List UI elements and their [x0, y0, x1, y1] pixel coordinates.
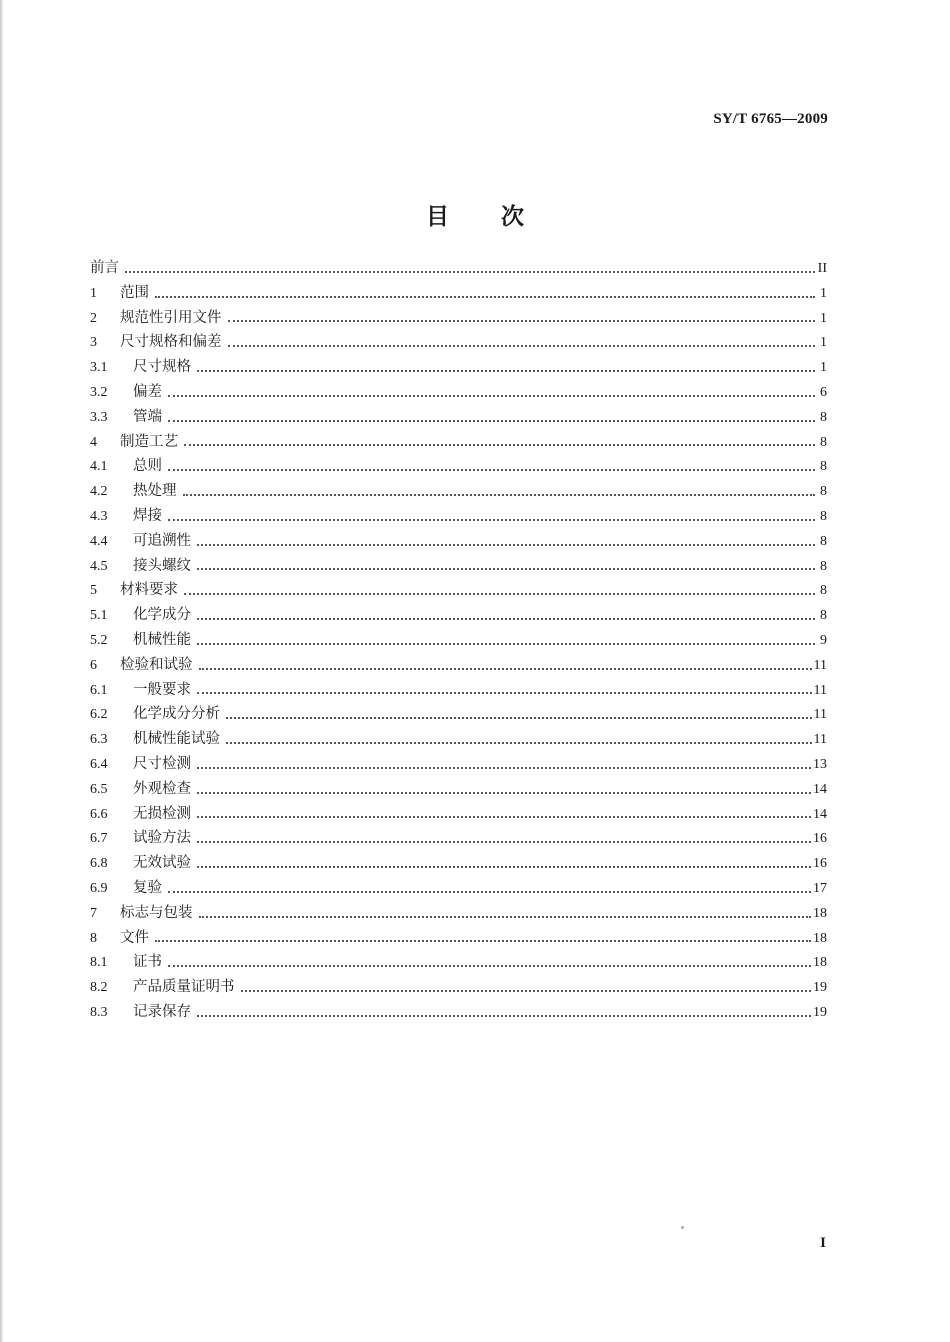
toc-entry[interactable]: [90, 851, 827, 876]
toc-entry-number: 1: [90, 285, 97, 301]
toc-leader-dots: [226, 741, 812, 744]
toc-leader-dots: [226, 716, 812, 719]
toc-leader-dots: [155, 939, 811, 942]
toc-leader-dots: [199, 915, 812, 918]
toc-entry-label: 偏差: [133, 383, 162, 400]
toc-entry-page: 11: [813, 682, 827, 698]
document-code: SY/T 6765—2009: [713, 111, 828, 127]
toc-entry-number: 4.4: [90, 533, 108, 549]
toc-leader-dots: [197, 865, 811, 868]
toc-leader-dots: [168, 964, 811, 967]
toc-entry-label: 焊接: [133, 507, 162, 524]
toc-entry-number: 3.3: [90, 409, 108, 425]
toc-entry[interactable]: [90, 256, 827, 281]
toc-entry-page: 16: [813, 856, 827, 872]
toc-entry[interactable]: [90, 727, 827, 752]
toc-leader-dots: [155, 295, 815, 298]
toc-entry-page: 1: [820, 285, 827, 301]
toc-entry[interactable]: [90, 876, 827, 901]
toc-entry-page: 11: [813, 657, 827, 673]
toc-entry[interactable]: [90, 777, 827, 802]
toc-leader-dots: [197, 840, 811, 843]
toc-entry-number: 7: [90, 905, 97, 921]
toc-leader-dots: [197, 369, 815, 372]
toc-entry-number: 3.1: [90, 360, 108, 376]
toc-entry-number: 4.3: [90, 508, 108, 524]
toc-entry-label: 总则: [133, 458, 162, 475]
toc-entry-page: 17: [813, 880, 827, 896]
toc-entry-page: 8: [820, 409, 827, 425]
toc-entry-number: 6.7: [90, 831, 108, 847]
toc-entry-number: 5.2: [90, 632, 108, 648]
toc-entry[interactable]: [90, 330, 827, 355]
toc-entry-page: 8: [820, 533, 827, 549]
toc-entry-number: 4: [90, 434, 97, 450]
toc-entry[interactable]: [90, 554, 827, 579]
toc-entry-label: 规范性引用文件: [120, 309, 222, 326]
toc-entry-page: 1: [820, 335, 827, 351]
toc-leader-dots: [197, 617, 815, 620]
toc-entry-number: 5.1: [90, 608, 108, 624]
toc-entry[interactable]: [90, 529, 827, 554]
toc-entry-page: 18: [813, 905, 827, 921]
toc-entry-label: 机械性能试验: [133, 731, 220, 748]
toc-entry-label: 化学成分: [133, 607, 191, 624]
toc-entry-page: 11: [813, 732, 827, 748]
toc-entry-number: 3.2: [90, 384, 108, 400]
toc-entry[interactable]: [90, 504, 827, 529]
toc-entry-page: 1: [820, 310, 827, 326]
toc-entry-page: 8: [820, 459, 827, 475]
toc-entry-label: 标志与包装: [120, 904, 193, 921]
toc-entry[interactable]: [90, 702, 827, 727]
toc-entry-label: 前言: [90, 260, 119, 276]
toc-entry[interactable]: [90, 975, 827, 1000]
toc-entry[interactable]: [90, 678, 827, 703]
toc-entry-page: 8: [820, 484, 827, 500]
toc-leader-dots: [197, 791, 811, 794]
toc-entry[interactable]: [90, 430, 827, 455]
toc-entry[interactable]: [90, 355, 827, 380]
table-of-contents: [90, 256, 827, 1025]
toc-entry-label: 可追溯性: [133, 532, 191, 549]
toc-entry[interactable]: [90, 281, 827, 306]
toc-entry[interactable]: [90, 901, 827, 926]
toc-leader-dots: [197, 691, 812, 694]
toc-entry[interactable]: [90, 802, 827, 827]
toc-entry-page: 19: [813, 1004, 827, 1020]
toc-entry-label: 无损检测: [133, 805, 191, 822]
toc-entry[interactable]: [90, 479, 827, 504]
toc-entry-number: 6.1: [90, 682, 108, 698]
toc-entry-label: 无效试验: [133, 855, 191, 872]
toc-entry-page: 16: [813, 831, 827, 847]
toc-leader-dots: [228, 344, 816, 347]
toc-entry-label: 尺寸规格和偏差: [120, 334, 222, 351]
toc-entry-page: 19: [813, 980, 827, 996]
scan-speck: [681, 1226, 684, 1229]
toc-leader-dots: [168, 468, 815, 471]
toc-entry-page: 8: [820, 583, 827, 599]
toc-leader-dots: [168, 518, 815, 521]
toc-entry[interactable]: [90, 454, 827, 479]
toc-entry[interactable]: [90, 306, 827, 331]
toc-entry-label: 文件: [120, 929, 149, 946]
toc-leader-dots: [241, 989, 812, 992]
toc-entry-label: 检验和试验: [120, 656, 193, 673]
toc-entry-number: 8.3: [90, 1004, 108, 1020]
toc-entry[interactable]: [90, 1000, 827, 1025]
page-title: 目次: [426, 204, 576, 230]
toc-entry-label: 一般要求: [133, 681, 191, 698]
toc-entry-label: 管端: [133, 408, 162, 425]
toc-leader-dots: [228, 319, 816, 322]
toc-entry-label: 外观检查: [133, 780, 191, 797]
toc-entry[interactable]: [90, 603, 827, 628]
toc-leader-dots: [197, 815, 811, 818]
toc-entry-page: 9: [820, 632, 827, 648]
toc-entry-number: 6.9: [90, 880, 108, 896]
toc-entry-page: 8: [820, 508, 827, 524]
toc-entry-number: 6.2: [90, 707, 108, 723]
toc-leader-dots: [197, 642, 815, 645]
toc-entry-label: 证书: [133, 954, 162, 971]
toc-entry-page: II: [817, 261, 827, 276]
toc-entry-number: 2: [90, 310, 97, 326]
toc-entry-label: 制造工艺: [120, 433, 178, 450]
toc-entry-number: 6.6: [90, 806, 108, 822]
toc-entry-number: 3: [90, 335, 97, 351]
toc-entry-label: 产品质量证明书: [133, 979, 235, 996]
toc-entry-number: 6: [90, 657, 97, 673]
toc-entry-number: 4.1: [90, 459, 108, 475]
toc-entry[interactable]: [90, 926, 827, 951]
toc-entry-page: 8: [820, 434, 827, 450]
toc-entry-label: 化学成分分析: [133, 706, 220, 723]
toc-entry-page: 8: [820, 558, 827, 574]
toc-entry-page: 14: [813, 806, 827, 822]
toc-entry-page: 18: [813, 930, 827, 946]
toc-entry-number: 6.3: [90, 732, 108, 748]
toc-entry-label: 尺寸规格: [133, 359, 191, 376]
toc-leader-dots: [199, 667, 812, 670]
toc-entry-page: 13: [813, 756, 827, 772]
toc-entry[interactable]: [90, 752, 827, 777]
toc-entry-label: 尺寸检测: [133, 755, 191, 772]
toc-entry-label: 复验: [133, 879, 162, 896]
toc-leader-dots: [183, 493, 816, 496]
toc-leader-dots: [168, 890, 811, 893]
toc-entry-label: 接头螺纹: [133, 557, 191, 574]
toc-entry-number: 8.1: [90, 955, 108, 971]
toc-entry-label: 记录保存: [133, 1003, 191, 1020]
toc-leader-dots: [197, 766, 811, 769]
toc-entry-number: 8: [90, 930, 97, 946]
toc-leader-dots: [125, 270, 815, 273]
toc-entry-page: 18: [813, 955, 827, 971]
toc-leader-dots: [197, 567, 815, 570]
toc-leader-dots: [184, 443, 815, 446]
toc-entry-label: 机械性能: [133, 631, 191, 648]
toc-entry-page: 6: [820, 384, 827, 400]
toc-entry-label: 热处理: [133, 483, 177, 500]
toc-entry-number: 6.8: [90, 856, 108, 872]
toc-leader-dots: [184, 592, 815, 595]
toc-entry-number: 4.2: [90, 484, 108, 500]
toc-leader-dots: [197, 1014, 811, 1017]
toc-leader-dots: [197, 543, 815, 546]
toc-entry[interactable]: [90, 628, 827, 653]
toc-entry-page: 11: [813, 707, 827, 723]
toc-entry-number: 5: [90, 583, 97, 599]
toc-entry-page: 1: [820, 360, 827, 376]
toc-entry[interactable]: [90, 653, 827, 678]
toc-entry-number: 6.5: [90, 781, 108, 797]
toc-entry-label: 范围: [120, 284, 149, 301]
toc-entry[interactable]: [90, 826, 827, 851]
toc-entry[interactable]: [90, 950, 827, 975]
toc-entry-label: 材料要求: [120, 582, 178, 599]
toc-entry[interactable]: [90, 380, 827, 405]
toc-entry-number: 6.4: [90, 756, 108, 772]
toc-entry[interactable]: [90, 578, 827, 603]
toc-leader-dots: [168, 419, 815, 422]
toc-entry-page: 14: [813, 781, 827, 797]
toc-entry[interactable]: [90, 405, 827, 430]
toc-entry-number: 4.5: [90, 558, 108, 574]
toc-entry-number: 8.2: [90, 980, 108, 996]
page-number: I: [820, 1235, 826, 1251]
toc-entry-page: 8: [820, 608, 827, 624]
toc-leader-dots: [168, 394, 815, 397]
toc-entry-label: 试验方法: [133, 830, 191, 847]
